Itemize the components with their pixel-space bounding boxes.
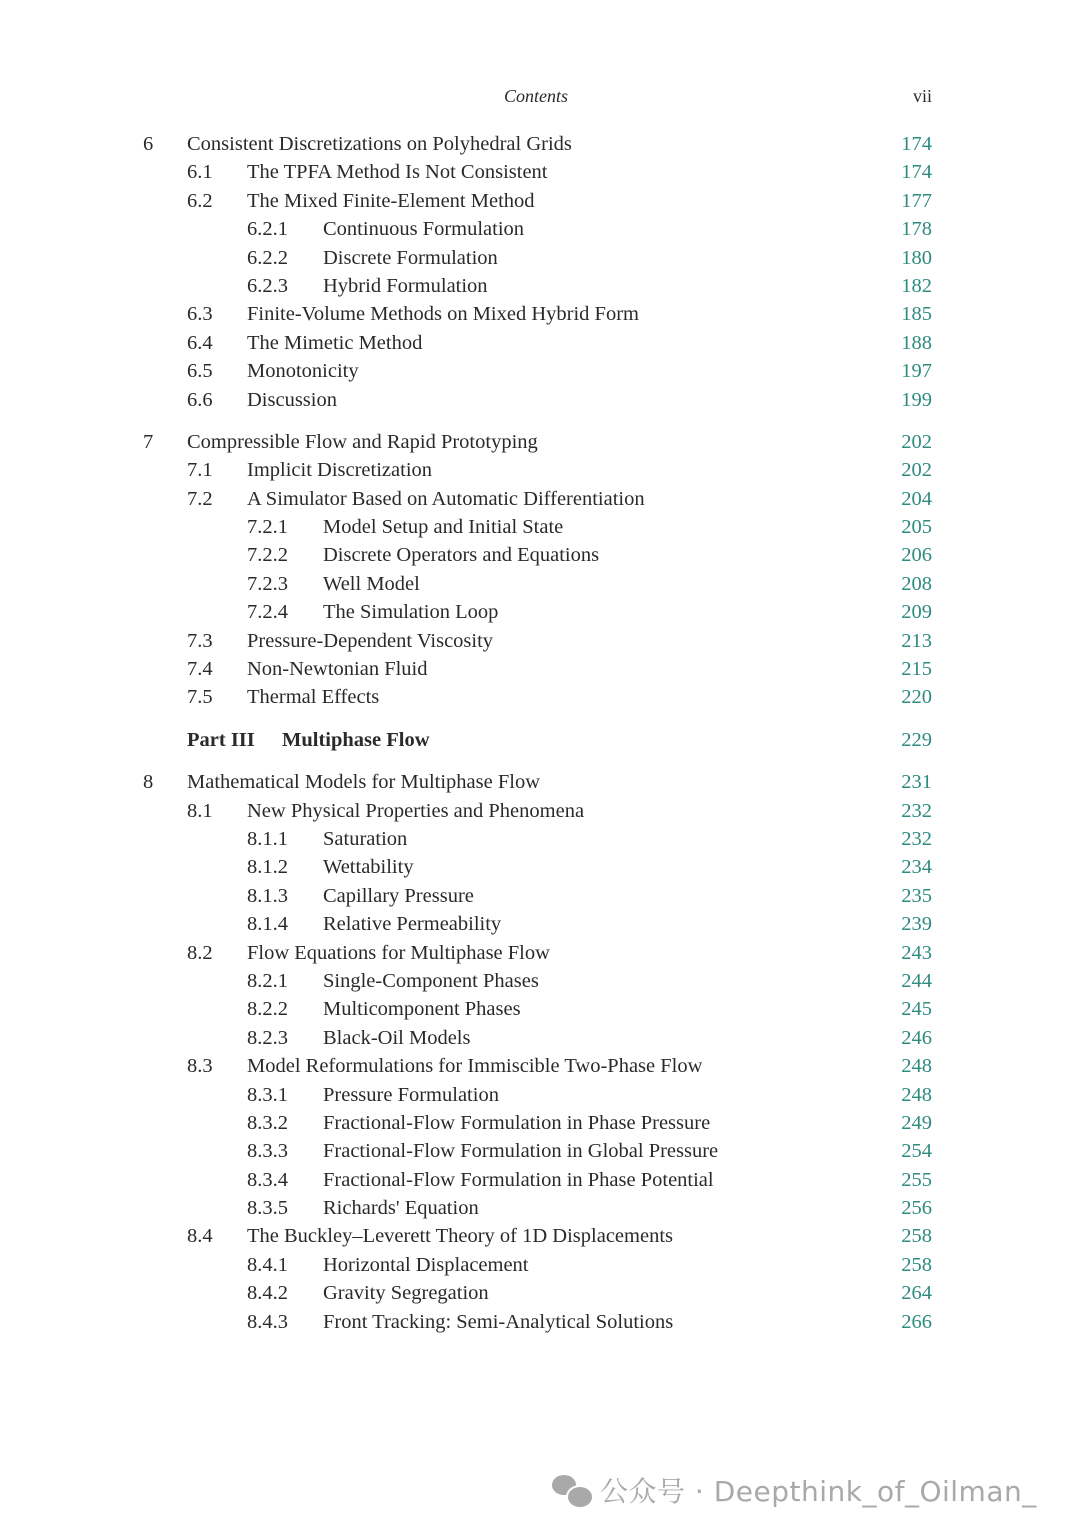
toc-entry-number: 7.4 bbox=[187, 658, 213, 681]
toc-entry-page-link[interactable]: 234 bbox=[901, 856, 932, 879]
toc-subsection-entry[interactable] bbox=[0, 1251, 1080, 1279]
watermark bbox=[552, 1470, 1037, 1510]
toc-entry-page-link[interactable]: 174 bbox=[901, 133, 932, 155]
toc-entry-title: The Simulation Loop bbox=[323, 601, 499, 624]
toc-entry-page-link[interactable]: 264 bbox=[901, 1282, 932, 1305]
toc-entry-page-link[interactable]: 244 bbox=[901, 969, 932, 992]
toc-entry-page-link[interactable]: 180 bbox=[901, 246, 932, 269]
toc-entry-title: The Buckley–Leverett Theory of 1D Displacements bbox=[247, 1225, 673, 1248]
toc-entry-page-link[interactable]: 246 bbox=[901, 1026, 932, 1049]
toc-entry-title: Thermal Effects bbox=[247, 686, 380, 709]
toc-entry-page-link[interactable]: 248 bbox=[901, 1055, 932, 1078]
toc-entry-title: Single-Component Phases bbox=[323, 969, 539, 992]
toc-section-entry[interactable] bbox=[0, 797, 1080, 825]
toc-entry-title: Multicomponent Phases bbox=[323, 998, 521, 1021]
toc-entry-title: Flow Equations for Multiphase Flow bbox=[247, 941, 550, 964]
toc-subsection-entry[interactable] bbox=[0, 541, 1080, 569]
toc-entry-number: 6.6 bbox=[187, 388, 213, 411]
toc-entry-number: 7.1 bbox=[187, 459, 213, 482]
toc-subsection-entry[interactable] bbox=[0, 272, 1080, 300]
toc-entry-page-link[interactable]: 249 bbox=[901, 1111, 932, 1134]
toc-subsection-entry[interactable] bbox=[0, 570, 1080, 598]
toc-entry-page-link[interactable]: 254 bbox=[901, 1140, 932, 1163]
toc-entry-title: Discussion bbox=[247, 388, 337, 411]
toc-subsection-entry[interactable] bbox=[0, 1081, 1080, 1109]
toc-entry-page-link[interactable]: 255 bbox=[901, 1168, 932, 1191]
toc-entry-number: 8.3 bbox=[187, 1055, 213, 1078]
toc-entry-title: Wettability bbox=[323, 856, 414, 879]
toc-subsection-entry[interactable] bbox=[0, 1137, 1080, 1165]
toc-entry-page-link[interactable]: 206 bbox=[901, 544, 932, 567]
toc-section-entry[interactable] bbox=[0, 357, 1080, 385]
toc-entry-number: 7.2.3 bbox=[247, 572, 288, 595]
toc-entry-page-link[interactable]: 232 bbox=[901, 799, 932, 822]
toc-entry-number: 8.3.2 bbox=[247, 1111, 288, 1134]
toc-entry-number: 8.1.1 bbox=[247, 827, 288, 850]
toc-entry-page-link[interactable]: 220 bbox=[901, 686, 932, 709]
toc-entry-title: Relative Permeability bbox=[323, 913, 502, 936]
toc-section-entry[interactable] bbox=[0, 939, 1080, 967]
toc-entry-number: 6.5 bbox=[187, 360, 213, 383]
toc-entry-number: 8.1 bbox=[187, 799, 213, 822]
toc-entry-page-link[interactable]: 232 bbox=[901, 827, 932, 850]
toc-chapter-entry[interactable] bbox=[0, 428, 1080, 456]
toc-entry-title: Finite-Volume Methods on Mixed Hybrid Form bbox=[247, 303, 639, 326]
toc-entry-page-link[interactable]: 258 bbox=[901, 1225, 932, 1248]
toc-entry-title: Non-Newtonian Fluid bbox=[247, 658, 428, 681]
toc-entry-title: Discrete Operators and Equations bbox=[323, 544, 600, 567]
toc-entry-page-link[interactable]: 235 bbox=[901, 884, 932, 907]
toc-entry-title: Gravity Segregation bbox=[323, 1282, 489, 1305]
toc-entry-page-link[interactable]: 202 bbox=[901, 459, 932, 482]
toc-entry-title: Pressure-Dependent Viscosity bbox=[247, 629, 494, 652]
toc-entry-page-link[interactable]: 239 bbox=[901, 913, 932, 936]
toc-entry-page-link[interactable]: 248 bbox=[901, 1083, 932, 1106]
toc-entry-number: 8.4.3 bbox=[247, 1310, 288, 1333]
toc-entry-number: 8.1.3 bbox=[247, 884, 288, 907]
toc-section-entry[interactable] bbox=[0, 485, 1080, 513]
toc-entry-page-link[interactable]: 231 bbox=[901, 771, 932, 794]
toc-entry-title: Model Setup and Initial State bbox=[323, 516, 564, 539]
toc-section-entry[interactable] bbox=[0, 683, 1080, 711]
toc-subsection-entry[interactable] bbox=[0, 882, 1080, 910]
toc-subsection-entry[interactable] bbox=[0, 1166, 1080, 1194]
toc-section-entry[interactable] bbox=[0, 1052, 1080, 1080]
toc-section-entry[interactable] bbox=[0, 329, 1080, 357]
toc-subsection-entry[interactable] bbox=[0, 1279, 1080, 1307]
section-gap bbox=[0, 754, 1080, 768]
watermark-text: 公众号 · Deepthink_of_Oilman_ bbox=[600, 1475, 1037, 1508]
toc-entry-number: 8.1.2 bbox=[247, 856, 288, 879]
toc-entry-page-link[interactable]: 202 bbox=[901, 430, 932, 453]
toc-chapter-entry[interactable] bbox=[0, 768, 1080, 796]
toc-entry-number: 8.3.1 bbox=[247, 1083, 288, 1106]
toc-subsection-entry[interactable] bbox=[0, 1109, 1080, 1137]
toc-entry-number: 8 bbox=[143, 771, 154, 794]
toc-entry-number: 8.2 bbox=[187, 941, 213, 964]
toc-entry-number: 6.2.1 bbox=[247, 218, 288, 241]
table-of-contents bbox=[0, 130, 1080, 1336]
toc-entry-page-link[interactable]: 243 bbox=[901, 941, 932, 964]
toc-entry-page-link[interactable]: 188 bbox=[901, 331, 932, 354]
toc-section-entry[interactable] bbox=[0, 456, 1080, 484]
toc-entry-page-link[interactable]: 258 bbox=[901, 1253, 932, 1276]
toc-entry-title: The Mimetic Method bbox=[247, 331, 423, 354]
toc-entry-number: 7.2 bbox=[187, 487, 213, 510]
toc-subsection-entry[interactable] bbox=[0, 1308, 1080, 1336]
toc-subsection-entry[interactable] bbox=[0, 1024, 1080, 1052]
toc-entry-title: The TPFA Method Is Not Consistent bbox=[247, 161, 548, 184]
toc-entry-title: Fractional-Flow Formulation in Global Pressure bbox=[323, 1140, 719, 1163]
toc-entry-title: Model Reformulations for Immiscible Two-Phase Flow bbox=[247, 1055, 703, 1078]
toc-entry-number: 6.2 bbox=[187, 189, 213, 212]
toc-entry-page-link[interactable]: 229 bbox=[901, 728, 932, 751]
toc-entry-page-link[interactable]: 199 bbox=[901, 388, 932, 411]
toc-entry-page-link[interactable]: 256 bbox=[901, 1197, 932, 1220]
toc-entry-page-link[interactable]: 208 bbox=[901, 572, 932, 595]
toc-entry-page-link[interactable]: 197 bbox=[901, 360, 932, 383]
toc-entry-title: Black-Oil Models bbox=[323, 1026, 471, 1049]
toc-entry-page-link[interactable]: 204 bbox=[901, 487, 932, 510]
toc-entry-number: 6.4 bbox=[187, 331, 213, 354]
toc-section-entry[interactable] bbox=[0, 300, 1080, 328]
toc-entry-title: Monotonicity bbox=[247, 360, 359, 383]
toc-entry-number: 8.3.3 bbox=[247, 1140, 288, 1163]
toc-subsection-entry[interactable] bbox=[0, 825, 1080, 853]
toc-entry-title: Fractional-Flow Formulation in Phase Pressure bbox=[323, 1111, 711, 1134]
toc-section-entry[interactable] bbox=[0, 1222, 1080, 1250]
toc-entry-title: Implicit Discretization bbox=[247, 459, 433, 482]
toc-entry-title: Richards' Equation bbox=[323, 1197, 479, 1220]
toc-entry-page-link[interactable]: 185 bbox=[901, 303, 932, 326]
toc-entry-title: Capillary Pressure bbox=[323, 884, 474, 907]
toc-section-entry[interactable] bbox=[0, 187, 1080, 215]
toc-entry-number: 8.3.4 bbox=[247, 1168, 288, 1191]
toc-entry-title: A Simulator Based on Automatic Differentiation bbox=[247, 487, 645, 510]
toc-entry-title: Pressure Formulation bbox=[323, 1083, 499, 1106]
toc-subsection-entry[interactable] bbox=[0, 215, 1080, 243]
toc-entry-page-link[interactable]: 215 bbox=[901, 658, 932, 681]
toc-entry-number: 6.1 bbox=[187, 161, 213, 184]
toc-entry-number: 7.3 bbox=[187, 629, 213, 652]
toc-entry-title: Multiphase Flow bbox=[282, 728, 430, 751]
toc-entry-page-link[interactable]: 177 bbox=[901, 189, 932, 212]
toc-entry-number: 7.2.2 bbox=[247, 544, 288, 567]
toc-entry-page-link[interactable]: 182 bbox=[901, 274, 932, 297]
toc-entry-number: 8.4 bbox=[187, 1225, 213, 1248]
running-head-title: Contents bbox=[504, 86, 569, 106]
toc-entry-number: 6 bbox=[143, 133, 154, 155]
toc-entry-title: New Physical Properties and Phenomena bbox=[247, 799, 585, 822]
toc-entry-number: 8.4.1 bbox=[247, 1253, 288, 1276]
toc-subsection-entry[interactable] bbox=[0, 1194, 1080, 1222]
section-gap bbox=[0, 712, 1080, 726]
toc-section-entry[interactable] bbox=[0, 627, 1080, 655]
toc-entry-page-link[interactable]: 266 bbox=[901, 1310, 932, 1333]
toc-entry-number: 7.2.1 bbox=[247, 516, 288, 539]
running-head bbox=[0, 86, 1080, 112]
toc-subsection-entry[interactable] bbox=[0, 598, 1080, 626]
toc-entry-number: 6.3 bbox=[187, 303, 213, 326]
toc-entry-title: Saturation bbox=[323, 827, 408, 850]
toc-entry-title: Hybrid Formulation bbox=[323, 274, 488, 297]
toc-entry-number: 8.3.5 bbox=[247, 1197, 288, 1220]
toc-entry-title: Consistent Discretizations on Polyhedral Grids bbox=[187, 133, 572, 155]
toc-subsection-entry[interactable] bbox=[0, 910, 1080, 938]
wechat-icon bbox=[552, 1473, 592, 1507]
toc-section-entry[interactable] bbox=[0, 158, 1080, 186]
section-gap bbox=[0, 414, 1080, 428]
toc-subsection-entry[interactable] bbox=[0, 244, 1080, 272]
toc-entry-page-link[interactable]: 205 bbox=[901, 516, 932, 539]
toc-section-entry[interactable] bbox=[0, 655, 1080, 683]
toc-subsection-entry[interactable] bbox=[0, 513, 1080, 541]
toc-entry-page-link[interactable]: 245 bbox=[901, 998, 932, 1021]
toc-entry-page-link[interactable]: 178 bbox=[901, 218, 932, 241]
toc-entry-title: Continuous Formulation bbox=[323, 218, 525, 241]
toc-entry-number: 6.2.2 bbox=[247, 246, 288, 269]
toc-chapter-entry[interactable] bbox=[0, 130, 1080, 158]
toc-entry-title: Well Model bbox=[323, 572, 420, 595]
toc-subsection-entry[interactable] bbox=[0, 853, 1080, 881]
page-folio: vii bbox=[912, 86, 932, 106]
toc-subsection-entry[interactable] bbox=[0, 995, 1080, 1023]
toc-entry-title: Horizontal Displacement bbox=[323, 1253, 529, 1276]
toc-entry-number: 7.2.4 bbox=[247, 601, 288, 624]
toc-entry-number: 6.2.3 bbox=[247, 274, 288, 297]
toc-entry-number: Part III bbox=[187, 728, 255, 751]
toc-entry-title: Compressible Flow and Rapid Prototyping bbox=[187, 430, 538, 453]
toc-section-entry[interactable] bbox=[0, 386, 1080, 414]
toc-entry-title: The Mixed Finite-Element Method bbox=[247, 189, 535, 212]
toc-entry-title: Mathematical Models for Multiphase Flow bbox=[187, 771, 540, 794]
toc-entry-number: 7 bbox=[143, 430, 154, 453]
toc-entry-number: 8.1.4 bbox=[247, 913, 288, 936]
toc-entry-number: 8.2.2 bbox=[247, 998, 288, 1021]
toc-entry-number: 7.5 bbox=[187, 686, 213, 709]
toc-entry-title: Fractional-Flow Formulation in Phase Potential bbox=[323, 1168, 714, 1191]
toc-entry-title: Discrete Formulation bbox=[323, 246, 498, 269]
toc-entry-number: 8.4.2 bbox=[247, 1282, 288, 1305]
toc-entry-title: Front Tracking: Semi-Analytical Solutions bbox=[323, 1310, 674, 1333]
toc-entry-page-link[interactable]: 174 bbox=[901, 161, 932, 184]
toc-entry-page-link[interactable]: 209 bbox=[901, 601, 932, 624]
toc-entry-number: 8.2.3 bbox=[247, 1026, 288, 1049]
toc-part-entry[interactable] bbox=[0, 726, 1080, 754]
toc-entry-number: 8.2.1 bbox=[247, 969, 288, 992]
toc-subsection-entry[interactable] bbox=[0, 967, 1080, 995]
toc-entry-page-link[interactable]: 213 bbox=[901, 629, 932, 652]
